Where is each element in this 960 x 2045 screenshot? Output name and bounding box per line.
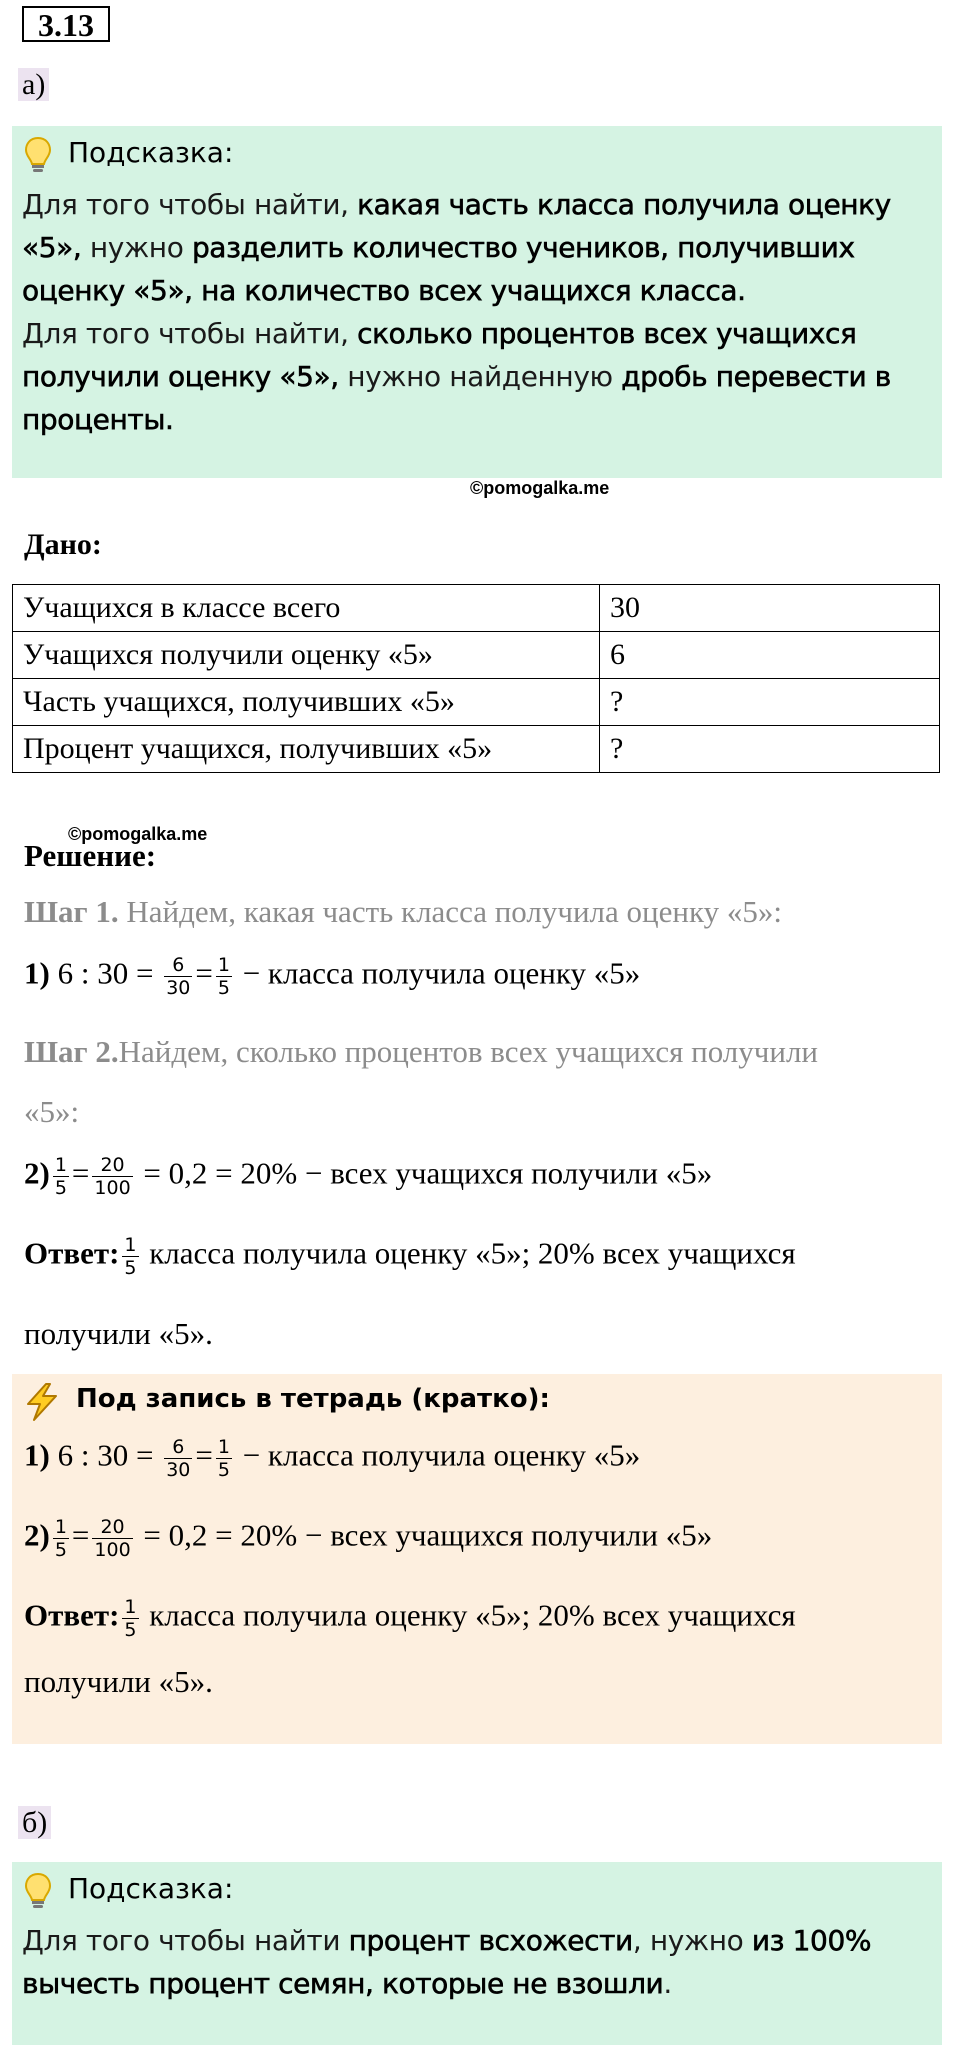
given-row xyxy=(13,726,940,773)
fraction xyxy=(164,1436,192,1481)
hint-a-bold: какая часть класса получила оценку xyxy=(357,188,891,221)
fraction-denominator: 5 xyxy=(54,1539,67,1561)
expression: 6 : 30 = xyxy=(49,955,162,991)
fraction-numerator: 1 xyxy=(124,1596,137,1618)
answer-label: Ответ: xyxy=(24,1597,120,1633)
fraction-denominator: 5 xyxy=(217,1459,230,1481)
hint-a-line-3 xyxy=(22,269,937,312)
hint-a-line-5 xyxy=(22,355,937,398)
fraction-denominator: 5 xyxy=(54,1177,67,1199)
hint-a-bold: дробь перевести в xyxy=(621,360,891,393)
step-2-cont: «5»: xyxy=(24,1094,80,1129)
given-value-cell: 6 xyxy=(600,632,940,679)
answer-label: Ответ: xyxy=(24,1235,120,1271)
given-label-cell: Часть учащихся, получивших «5» xyxy=(13,679,600,726)
hint-title-b: Подсказка: xyxy=(68,1872,234,1905)
fraction-numerator: 1 xyxy=(217,1436,230,1458)
hint-b-text: Для того чтобы найти xyxy=(22,1924,349,1957)
notebook-box xyxy=(12,1374,942,1744)
lightbulb-icon xyxy=(24,1872,52,1915)
fraction xyxy=(92,1154,132,1199)
solution-line-2 xyxy=(24,1154,712,1199)
fraction xyxy=(216,1436,232,1481)
hint-a-text: нужно найденную xyxy=(338,360,622,393)
step-1-text: Найдем, какая часть класса получила оценку «5»: xyxy=(118,894,782,929)
equals: = xyxy=(195,1437,213,1473)
hint-a-bold: оценку «5», на количество всех учащихся класса. xyxy=(22,274,746,307)
hint-a-text: нужно xyxy=(81,231,192,264)
line-number: 2) xyxy=(24,1517,50,1553)
hint-a-bold: сколько процентов всех учащихся xyxy=(357,317,857,350)
hint-b-bold: процент всхожести xyxy=(348,1924,633,1957)
hint-b-text: , нужно xyxy=(632,1924,752,1957)
hint-b-bold: вычесть процент семян, которые не взошли xyxy=(22,1967,664,2000)
hint-box-b xyxy=(12,1862,942,2045)
given-table xyxy=(12,584,940,773)
hint-a-bold: «5», xyxy=(22,231,82,264)
part-b-label-wrap xyxy=(18,1804,51,1842)
fraction-numerator: 1 xyxy=(217,954,230,976)
solution-line-1 xyxy=(24,954,640,999)
fraction-denominator: 5 xyxy=(124,1257,137,1279)
given-value-cell: 30 xyxy=(600,585,940,632)
given-row xyxy=(13,679,940,726)
fraction-numerator: 1 xyxy=(54,1154,67,1176)
part-b-label: б) xyxy=(18,1806,51,1839)
line-number: 1) xyxy=(24,1437,50,1473)
line-number: 2) xyxy=(24,1155,50,1191)
fraction-numerator: 6 xyxy=(164,1436,192,1459)
given-label-cell: Учащихся получили оценку «5» xyxy=(13,632,600,679)
step-1 xyxy=(24,894,782,930)
hint-a-line-6 xyxy=(22,398,937,441)
fraction-numerator: 1 xyxy=(124,1234,137,1256)
expression: 6 : 30 = xyxy=(49,1437,162,1473)
answer xyxy=(24,1234,796,1279)
fraction-denominator: 100 xyxy=(94,1539,131,1561)
hint-a-bold: получили оценку «5», xyxy=(22,360,339,393)
fraction-numerator: 1 xyxy=(54,1516,67,1538)
fraction-numerator: 20 xyxy=(92,1516,132,1539)
watermark: ©pomogalka.me xyxy=(470,478,610,498)
fraction-denominator: 5 xyxy=(124,1619,137,1641)
notebook-answer-cont: получили «5». xyxy=(24,1664,213,1699)
expression-text: − класса получила оценку «5» xyxy=(234,1437,641,1473)
notebook-line-2 xyxy=(24,1516,712,1561)
watermark: ©pomogalka.me xyxy=(68,824,208,844)
hint-a-bold: проценты. xyxy=(22,403,174,436)
given-value-cell: ? xyxy=(600,726,940,773)
expression-text: = 0,2 = 20% − всех учащихся получили «5» xyxy=(135,1517,713,1553)
hint-a-text: Для того чтобы найти, xyxy=(22,188,358,221)
hint-a-line-1 xyxy=(22,183,937,226)
fraction-denominator: 30 xyxy=(166,977,191,999)
fraction xyxy=(92,1516,132,1561)
fraction-denominator: 30 xyxy=(166,1459,191,1481)
lightning-icon xyxy=(22,1382,62,1427)
hint-text-a xyxy=(22,183,937,441)
fraction-numerator: 20 xyxy=(92,1154,132,1177)
hint-a-line-2 xyxy=(22,226,937,269)
fraction xyxy=(53,1516,69,1561)
fraction xyxy=(122,1234,138,1279)
given-label-cell: Учащихся в классе всего xyxy=(13,585,600,632)
given-label-cell: Процент учащихся, получивших «5» xyxy=(13,726,600,773)
hint-title-a: Подсказка: xyxy=(68,136,234,169)
fraction xyxy=(53,1154,69,1199)
answer-cont: получили «5». xyxy=(24,1316,213,1351)
step-2 xyxy=(24,1034,818,1070)
hint-a-text: Для того чтобы найти, xyxy=(22,317,358,350)
notebook-answer xyxy=(24,1596,796,1641)
line-number: 1) xyxy=(24,955,50,991)
given-value-cell: ? xyxy=(600,679,940,726)
equals: = xyxy=(71,1517,90,1553)
hint-b-text: . xyxy=(663,1967,672,2000)
step-1-label: Шаг 1. xyxy=(24,894,119,929)
fraction xyxy=(122,1596,138,1641)
equals: = xyxy=(71,1155,90,1191)
fraction-denominator: 5 xyxy=(217,977,230,999)
task-number: 3.13 xyxy=(22,6,110,42)
fraction xyxy=(216,954,232,999)
lightbulb-icon xyxy=(24,136,52,179)
answer-text: класса получила оценку «5»; 20% всех учащихся xyxy=(141,1235,796,1271)
fraction-numerator: 6 xyxy=(164,954,192,977)
hint-b-line-2 xyxy=(22,1962,937,2005)
step-2-label: Шаг 2. xyxy=(24,1034,119,1069)
fraction xyxy=(164,954,192,999)
part-a-label-wrap xyxy=(18,66,49,104)
hint-a-bold: разделить количество учеников, получивших xyxy=(191,231,855,264)
part-a-label: а) xyxy=(18,68,49,101)
given-title: Дано: xyxy=(24,528,102,561)
hint-text-b xyxy=(22,1919,937,2005)
step-2-text: Найдем, сколько процентов всех учащихся получили xyxy=(118,1034,819,1069)
expression-text: = 0,2 = 20% − всех учащихся получили «5» xyxy=(135,1155,713,1191)
hint-a-line-4 xyxy=(22,312,937,355)
given-row xyxy=(13,585,940,632)
fraction-denominator: 100 xyxy=(94,1177,131,1199)
solution-title: Решение: xyxy=(24,838,157,873)
expression-text: − класса получила оценку «5» xyxy=(234,955,641,991)
hint-box-a xyxy=(12,126,942,478)
hint-b-line-1 xyxy=(22,1919,937,1962)
hint-b-bold: из 100% xyxy=(751,1924,872,1957)
equals: = xyxy=(195,955,213,991)
notebook-line-1 xyxy=(24,1436,640,1481)
given-row xyxy=(13,632,940,679)
answer-text: класса получила оценку «5»; 20% всех учащихся xyxy=(141,1597,796,1633)
notebook-title: Под запись в тетрадь (кратко): xyxy=(76,1384,550,1414)
